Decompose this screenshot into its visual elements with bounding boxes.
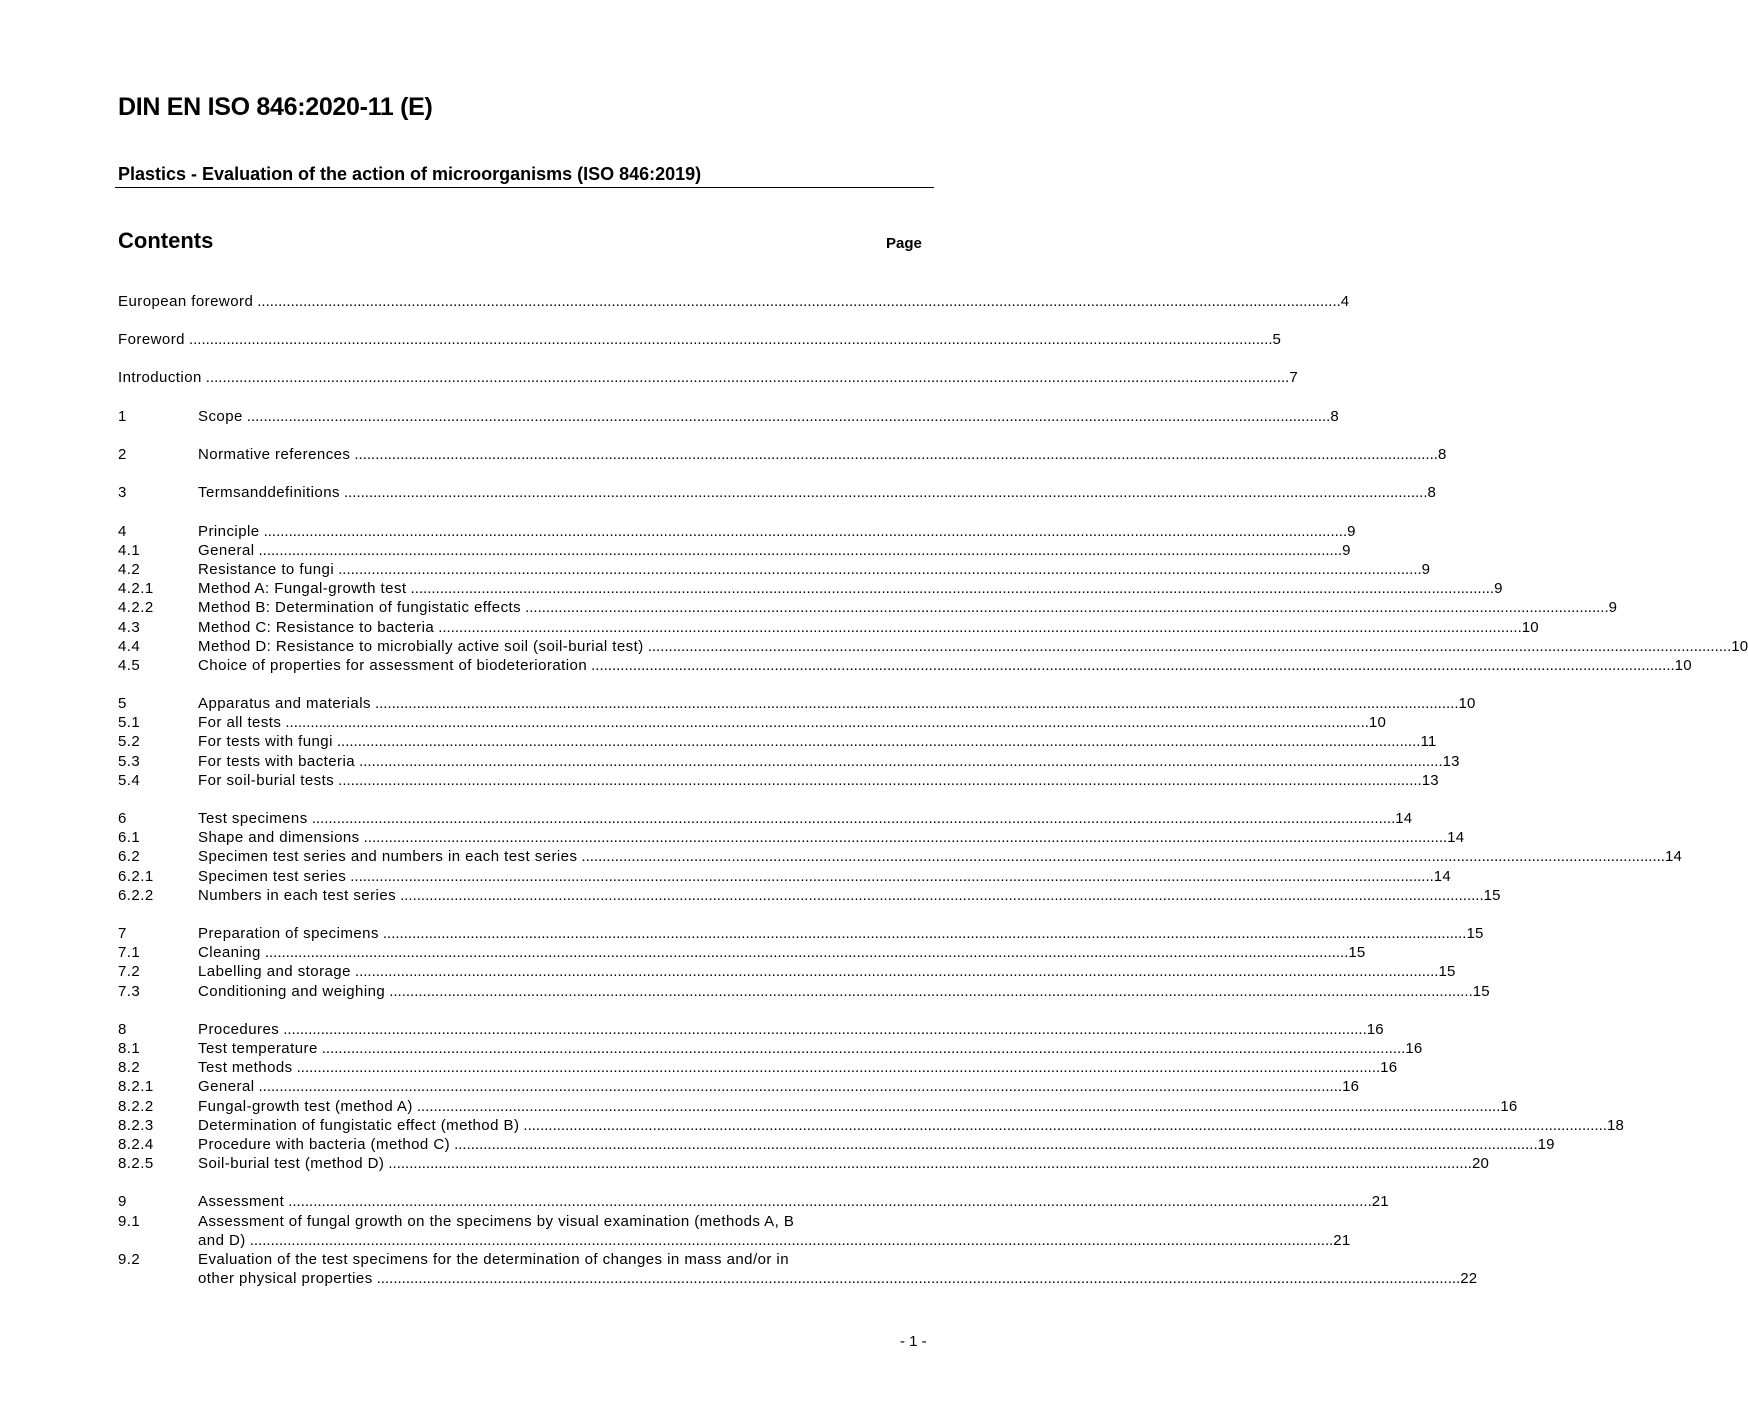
toc-entry-page: 15 <box>1472 983 1490 1000</box>
toc-entry[interactable] <box>118 483 1437 502</box>
toc-leader-dots: .................................................................................................................................................................................................................................................................... <box>263 523 1348 540</box>
toc-entry-title: For tests with fungi <box>198 733 333 750</box>
toc-leader-dots: .................................................................................................................................................................................................................................................................... <box>321 1040 1406 1057</box>
toc-entry[interactable] <box>118 368 1298 387</box>
toc-entry-page: 13 <box>1442 753 1460 770</box>
toc-entry-row <box>198 867 1451 886</box>
toc-entry-page: 16 <box>1500 1098 1518 1115</box>
toc-leader-dots: .................................................................................................................................................................................................................................................................... <box>374 695 1459 712</box>
toc-entry-page: 4 <box>1340 293 1350 310</box>
toc-entry-title: Foreword <box>118 331 185 348</box>
toc-leader-dots: .................................................................................................................................................................................................................................................................... <box>416 1098 1501 1115</box>
toc-entry-number: 4.2.1 <box>118 580 154 597</box>
toc-entry-page: 10 <box>1521 619 1539 636</box>
toc-entry-page: 15 <box>1483 887 1501 904</box>
toc-entry-number: 8.2.2 <box>118 1098 154 1115</box>
toc-entry-row <box>198 637 1748 656</box>
toc-entry[interactable] <box>118 809 1413 828</box>
toc-entry[interactable] <box>118 732 1437 751</box>
toc-entry[interactable] <box>118 1154 1490 1173</box>
toc-leader-dots: .................................................................................................................................................................................................................................................................... <box>400 887 1484 904</box>
toc-entry-row <box>198 1077 1360 1096</box>
toc-entry-row <box>198 1020 1384 1039</box>
toc-entry-number: 2 <box>118 446 127 463</box>
toc-entry-page: 10 <box>1368 714 1387 731</box>
toc-entry[interactable] <box>118 541 1351 560</box>
toc-leader-dots: .................................................................................................................................................................................................................................................................... <box>258 542 1343 559</box>
toc-leader-dots: .................................................................................................................................................................................................................................................................... <box>311 810 1396 827</box>
toc-leader-dots: .................................................................................................................................................................................................................................................................... <box>258 1078 1343 1095</box>
toc-leader-dots: .................................................................................................................................................................................................................................................................... <box>363 829 1448 846</box>
toc-entry-title: Test methods <box>198 1059 293 1076</box>
toc-entry-number: 5.2 <box>118 733 141 750</box>
toc-entry-page: 7 <box>1289 369 1298 386</box>
toc-entry[interactable] <box>118 752 1460 771</box>
toc-entry-row <box>198 1097 1518 1116</box>
toc-entry-page: 8 <box>1330 408 1339 425</box>
toc-leader-dots: .................................................................................................................................................................................................................................................................... <box>283 1021 1367 1038</box>
toc-entry-title: Resistance to fungi <box>198 561 335 578</box>
toc-entry-title: Labelling and storage <box>198 963 351 980</box>
toc-leader-dots: .................................................................................................................................................................................................................................................................... <box>285 714 1369 731</box>
page-number: - 1 - <box>900 1333 927 1350</box>
toc-entry-title: Test specimens <box>198 810 308 827</box>
toc-entry-page: 5 <box>1272 331 1282 348</box>
toc-leader-dots: .................................................................................................................................................................................................................................................................... <box>359 753 1443 770</box>
toc-entry-row <box>198 579 1503 598</box>
toc-entry[interactable] <box>118 1250 1478 1288</box>
toc-entry[interactable] <box>118 656 1692 675</box>
toc-entry-page: 21 <box>1371 1193 1389 1210</box>
toc-entry-title: Method D: Resistance to microbially active soil (soil-burial test) <box>198 638 644 655</box>
toc-entry-page: 14 <box>1447 829 1465 846</box>
toc-leader-dots: .................................................................................................................................................................................................................................................................... <box>288 1193 1372 1210</box>
toc-entry-title: Preparation of specimens <box>198 925 379 942</box>
toc-entry-title: Method A: Fungal-growth test <box>198 580 407 597</box>
toc-entry-title: Specimen test series and numbers in each test series <box>198 848 578 865</box>
toc-entry-number: 7.2 <box>118 963 141 980</box>
toc-entry-number: 4.3 <box>118 619 141 636</box>
toc-entry-row <box>198 962 1456 981</box>
toc-entry-row <box>198 1135 1555 1154</box>
toc-entry[interactable] <box>118 1020 1384 1039</box>
toc-entry-title: Normative references <box>198 446 351 463</box>
toc-leader-dots: .................................................................................................................................................................................................................................................................... <box>350 868 1434 885</box>
toc-entry-row <box>198 924 1484 943</box>
toc-entry-title: Apparatus and materials <box>198 695 371 712</box>
toc-entry[interactable] <box>118 867 1451 886</box>
toc-entry-page: 19 <box>1537 1136 1555 1153</box>
toc-leader-dots: .................................................................................................................................................................................................................................................................... <box>257 293 1341 310</box>
toc-entry-page: 9 <box>1608 599 1618 616</box>
document-title: DIN EN ISO 846:2020-11 (E) <box>118 93 433 121</box>
toc-entry-title: Assessment of fungal growth on the specimens by visual examination (methods A, B <box>198 1213 795 1230</box>
toc-entry-page: 10 <box>1731 638 1748 655</box>
toc-entry-row <box>198 1269 1478 1288</box>
toc-entry-number: 3 <box>118 484 127 501</box>
toc-leader-dots: .................................................................................................................................................................................................................................................................... <box>338 772 1422 789</box>
toc-entry-number: 4.1 <box>118 542 141 559</box>
toc-entry-page: 13 <box>1421 772 1439 789</box>
toc-entry[interactable] <box>118 1097 1518 1116</box>
toc-entry-row <box>198 1058 1398 1077</box>
toc-entry-number: 4.4 <box>118 638 141 655</box>
toc-entry-row <box>198 598 1618 617</box>
toc-entry-number: 8.2.3 <box>118 1117 154 1134</box>
toc-entry[interactable] <box>118 694 1476 713</box>
toc-entry-number: 9.1 <box>118 1213 141 1230</box>
toc-entry[interactable] <box>118 1039 1423 1058</box>
toc-entry[interactable] <box>118 637 1748 656</box>
toc-entry-number: 8.2.1 <box>118 1078 154 1095</box>
toc-entry-row <box>198 541 1351 560</box>
toc-leader-dots: .................................................................................................................................................................................................................................................................... <box>382 925 1467 942</box>
toc-entry-title: Determination of fungistatic effect (method B) <box>198 1117 520 1134</box>
toc-entry[interactable] <box>118 886 1501 905</box>
toc-entry-page: 9 <box>1347 523 1356 540</box>
toc-entry[interactable] <box>118 1116 1625 1135</box>
toc-entry-row <box>198 713 1387 732</box>
toc-entry-title: Choice of properties for assessment of biodeterioration <box>198 657 588 674</box>
toc-entry-row <box>198 732 1437 751</box>
toc-entry-number: 8 <box>118 1021 127 1038</box>
toc-entry-title: Conditioning and weighing <box>198 983 386 1000</box>
toc-entry[interactable] <box>118 407 1339 426</box>
toc-entry-page: 11 <box>1420 733 1437 750</box>
toc-entry-title: Specimen test series <box>198 868 347 885</box>
toc-entry-title: Cleaning <box>198 944 261 961</box>
toc-entry-row <box>198 445 1447 464</box>
toc-entry-title: Fungal-growth test (method A) <box>198 1098 413 1115</box>
toc-leader-dots: .................................................................................................................................................................................................................................................................... <box>338 561 1422 578</box>
toc-entry-page: 16 <box>1380 1059 1398 1076</box>
toc-entry[interactable] <box>118 292 1350 311</box>
toc-leader-dots: .................................................................................................................................................................................................................................................................... <box>581 848 1665 865</box>
toc-entry-row <box>198 886 1501 905</box>
toc-leader-dots: .................................................................................................................................................................................................................................................................... <box>525 599 1609 616</box>
toc-entry-row <box>198 1039 1423 1058</box>
toc-entry-number: 4.2.2 <box>118 599 154 616</box>
toc-entry-title: For soil-burial tests <box>198 772 335 789</box>
toc-entry[interactable] <box>118 445 1447 464</box>
toc-entry-number: 4.2 <box>118 561 141 578</box>
toc-entry-number: 8.1 <box>118 1040 141 1057</box>
toc-entry-number: 6.2.2 <box>118 887 154 904</box>
toc-entry-number: 6 <box>118 810 127 827</box>
toc-entry-row <box>198 407 1339 426</box>
toc-entry-number: 7.1 <box>118 944 141 961</box>
page-column-label: Page <box>886 235 922 252</box>
toc-entry-number: 1 <box>118 408 127 425</box>
toc-entry-title: Test temperature <box>198 1040 318 1057</box>
toc-entry-row <box>198 771 1439 790</box>
toc-entry-page: 16 <box>1342 1078 1360 1095</box>
toc-entry-title: For all tests <box>198 714 282 731</box>
toc-entry-title: Numbers in each test series <box>198 887 397 904</box>
toc-entry[interactable] <box>118 943 1366 962</box>
contents-heading: Contents <box>118 228 214 253</box>
toc-leader-dots: .................................................................................................................................................................................................................................................................... <box>188 331 1273 348</box>
toc-leader-dots: .................................................................................................................................................................................................................................................................... <box>389 983 1473 1000</box>
toc-entry-row <box>198 1116 1625 1135</box>
toc-entry-page: 20 <box>1471 1155 1490 1172</box>
toc-leader-dots: .................................................................................................................................................................................................................................................................... <box>388 1155 1472 1172</box>
toc-entry-number: 8.2.5 <box>118 1155 154 1172</box>
toc-entry[interactable] <box>118 924 1484 943</box>
toc-entry-page: 9 <box>1342 542 1351 559</box>
toc-entry[interactable] <box>118 1077 1360 1096</box>
toc-leader-dots: .................................................................................................................................................................................................................................................................... <box>264 944 1349 961</box>
toc-entry-row <box>198 982 1490 1001</box>
toc-entry-title: Soil-burial test (method D) <box>198 1155 385 1172</box>
toc-entry-number: 6.2 <box>118 848 141 865</box>
toc-entry-number: 8.2 <box>118 1059 141 1076</box>
toc-entry-number: 9.2 <box>118 1251 141 1268</box>
toc-entry-page: 8 <box>1427 484 1437 501</box>
toc-entry-title-continued: other physical properties <box>198 1270 373 1287</box>
toc-entry-title: General <box>198 542 255 559</box>
toc-leader-dots: .................................................................................................................................................................................................................................................................... <box>454 1136 1538 1153</box>
toc-entry-number: 7 <box>118 925 127 942</box>
toc-entry-title: General <box>198 1078 255 1095</box>
toc-leader-dots: .................................................................................................................................................................................................................................................................... <box>591 657 1675 674</box>
document-subtitle: Plastics - Evaluation of the action of microorganisms (ISO 846:2019) <box>118 164 702 184</box>
toc-entry[interactable] <box>118 962 1456 981</box>
toc-leader-dots: .................................................................................................................................................................................................................................................................... <box>647 638 1732 655</box>
toc-entry-row <box>198 522 1356 541</box>
toc-leader-dots: .................................................................................................................................................................................................................................................................... <box>246 408 1331 425</box>
toc-entry-number: 4.5 <box>118 657 141 674</box>
toc-entry-page: 21 <box>1333 1232 1351 1249</box>
toc-entry-number: 5.1 <box>118 714 141 731</box>
toc-entry-number: 5.3 <box>118 753 141 770</box>
toc-leader-dots: .................................................................................................................................................................................................................................................................... <box>336 733 1421 750</box>
toc-entry[interactable] <box>118 771 1439 790</box>
toc-entry-number: 5 <box>118 695 127 712</box>
toc-entry-title: Procedures <box>198 1021 280 1038</box>
toc-entry-row <box>198 1154 1490 1173</box>
toc-entry-page: 9 <box>1494 580 1503 597</box>
toc-entry-row <box>118 368 1298 387</box>
toc-entry-number: 6.2.1 <box>118 868 154 885</box>
toc-entry-page: 15 <box>1348 944 1366 961</box>
toc-entry-row <box>198 618 1539 637</box>
toc-entry-title: Method B: Determination of fungistatic effects <box>198 599 522 616</box>
toc-entry-page: 8 <box>1437 446 1447 463</box>
toc-entry-row <box>198 828 1465 847</box>
toc-leader-dots: .................................................................................................................................................................................................................................................................... <box>354 963 1439 980</box>
toc-entry-number: 5.4 <box>118 772 141 789</box>
toc-entry-number: 7.3 <box>118 983 141 1000</box>
toc-entry-page: 14 <box>1395 810 1413 827</box>
toc-entry-page: 16 <box>1405 1040 1423 1057</box>
toc-entry-title: Evaluation of the test specimens for the determination of changes in mass and/or in <box>198 1251 789 1268</box>
toc-entry-number: 6.1 <box>118 829 141 846</box>
toc-entry-number: 9 <box>118 1193 127 1210</box>
toc-entry-title: Method C: Resistance to bacteria <box>198 619 435 636</box>
toc-entry-page: 9 <box>1421 561 1431 578</box>
toc-leader-dots: .................................................................................................................................................................................................................................................................... <box>296 1059 1381 1076</box>
toc-entry-page: 14 <box>1664 848 1683 865</box>
toc-entry-row <box>118 330 1282 349</box>
toc-entry[interactable] <box>118 1058 1398 1077</box>
toc-entry-page: 10 <box>1458 695 1476 712</box>
toc-entry[interactable] <box>118 579 1503 598</box>
toc-entry-row <box>198 809 1413 828</box>
toc-entry[interactable] <box>118 713 1387 732</box>
toc-entry[interactable] <box>118 982 1490 1001</box>
toc-entry-title: Principle <box>198 523 260 540</box>
toc-entry-row <box>198 752 1460 771</box>
toc-entry[interactable] <box>118 560 1431 579</box>
toc-entry-page: 22 <box>1460 1270 1478 1287</box>
toc-entry-row <box>118 292 1350 311</box>
toc-leader-dots: .................................................................................................................................................................................................................................................................... <box>343 484 1428 501</box>
toc-leader-dots: .................................................................................................................................................................................................................................................................... <box>354 446 1438 463</box>
toc-entry[interactable] <box>118 1135 1555 1154</box>
toc-entry-page: 15 <box>1466 925 1484 942</box>
toc-entry-title: Procedure with bacteria (method C) <box>198 1136 451 1153</box>
toc-entry-page: 16 <box>1366 1021 1384 1038</box>
toc-entry[interactable] <box>118 1192 1389 1211</box>
toc-entry-page: 14 <box>1433 868 1451 885</box>
toc-entry-row <box>198 483 1437 502</box>
toc-entry[interactable] <box>118 828 1465 847</box>
toc-entry-row <box>198 694 1476 713</box>
toc-leader-dots: .................................................................................................................................................................................................................................................................... <box>249 1232 1334 1249</box>
toc-entry-page: 15 <box>1438 963 1456 980</box>
toc-entry-row <box>198 943 1366 962</box>
toc-entry-title: Termsanddefinitions <box>198 484 340 501</box>
toc-entry-title: Introduction <box>118 369 202 386</box>
toc-entry-row <box>198 560 1431 579</box>
toc-entry-page: 18 <box>1606 1117 1625 1134</box>
toc-entry[interactable] <box>118 618 1539 637</box>
toc-entry-title: Shape and dimensions <box>198 829 360 846</box>
toc-entry-page: 10 <box>1674 657 1692 674</box>
toc-leader-dots: .................................................................................................................................................................................................................................................................... <box>410 580 1495 597</box>
toc-entry-row <box>198 1231 1351 1250</box>
toc-entry-row <box>198 1192 1389 1211</box>
toc-leader-dots: .................................................................................................................................................................................................................................................................... <box>205 369 1290 386</box>
toc-entry-number: 4 <box>118 523 127 540</box>
toc-entry[interactable] <box>118 1212 1351 1250</box>
toc-leader-dots: .................................................................................................................................................................................................................................................................... <box>376 1270 1461 1287</box>
toc-entry-title: Scope <box>198 408 243 425</box>
toc-leader-dots: .................................................................................................................................................................................................................................................................... <box>523 1117 1607 1134</box>
toc-entry-title: For tests with bacteria <box>198 753 356 770</box>
toc-entry[interactable] <box>118 598 1618 617</box>
toc-entry-number: 8.2.4 <box>118 1136 154 1153</box>
toc-leader-dots: .................................................................................................................................................................................................................................................................... <box>438 619 1522 636</box>
toc-entry[interactable] <box>118 330 1282 349</box>
toc-entry-title: European foreword <box>118 293 254 310</box>
toc-entry-title: Assessment <box>198 1193 285 1210</box>
toc-entry-title-continued: and D) <box>198 1232 246 1249</box>
toc-entry[interactable] <box>118 522 1356 541</box>
toc-entry-row <box>198 847 1683 866</box>
toc-entry-row <box>198 656 1692 675</box>
toc-entry[interactable] <box>118 847 1683 866</box>
